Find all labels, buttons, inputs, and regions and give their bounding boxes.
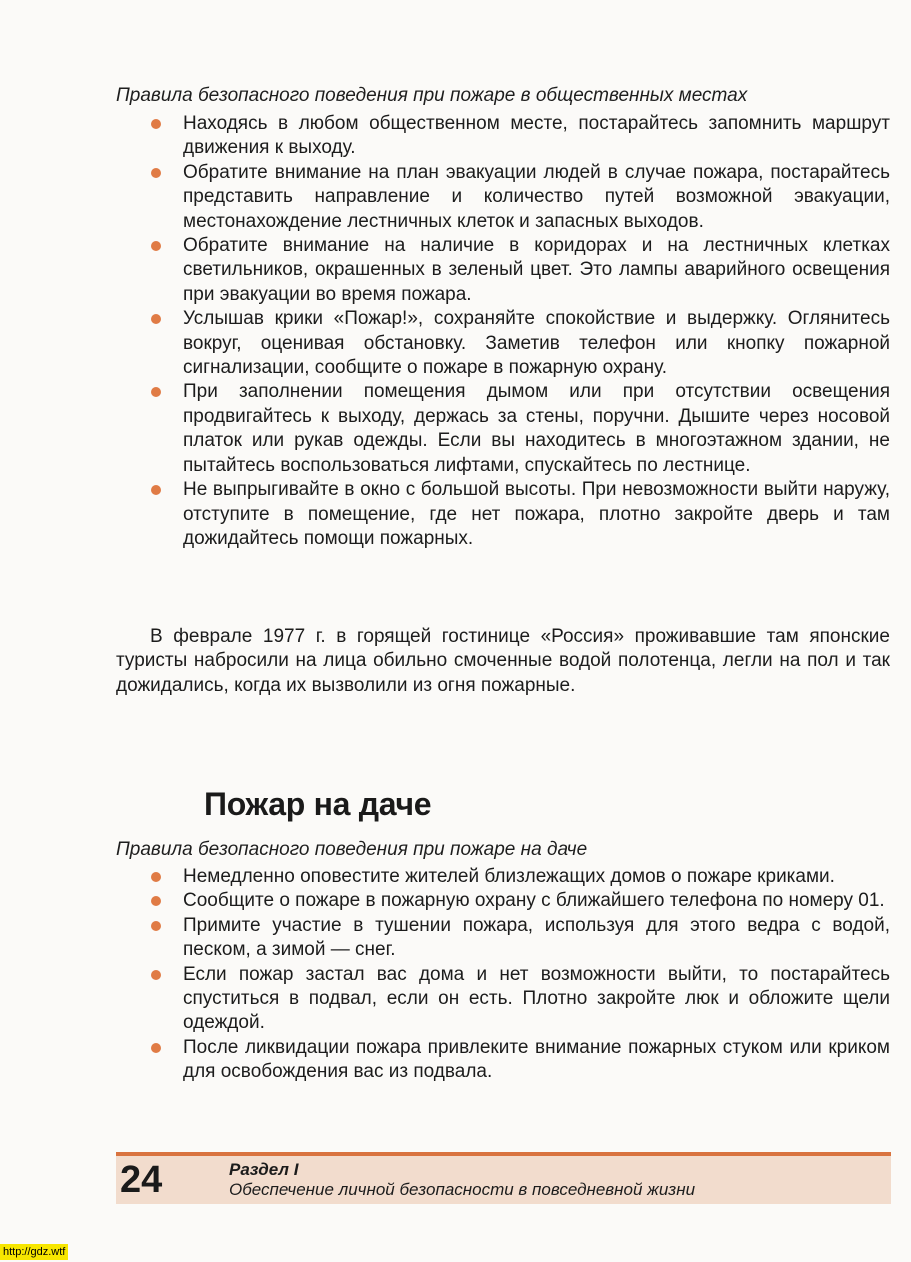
list-item: Немедленно оповестите жителей близлежащих домов о пожаре криками. — [150, 865, 890, 889]
bullet-icon — [151, 872, 161, 882]
bullet-icon — [151, 119, 161, 129]
bullet-icon — [151, 485, 161, 495]
section2-rules-list — [150, 865, 890, 1085]
bullet-icon — [151, 970, 161, 980]
list-item: Услышав крики «Пожар!», сохраняйте спокойствие и выдержку. Оглянитесь вокруг, оценивая обстановку. Заметив телефон или кнопку пожарной сигнализации, сообщите о пожаре в пожарную охрану. — [150, 307, 890, 380]
list-item: Находясь в любом общественном месте, постарайтесь запомнить маршрут движения к выходу. — [150, 112, 890, 161]
list-item: Примите участие в тушении пожара, используя для этого ведра с водой, песком, а зимой — снег. — [150, 914, 890, 963]
bullet-icon — [151, 168, 161, 178]
section2-heading: Правила безопасного поведения при пожаре на даче — [116, 839, 588, 860]
source-watermark-link[interactable]: http://gdz.wtf — [0, 1244, 68, 1260]
list-item: Если пожар застал вас дома и нет возможности выйти, то постарайтесь спуститься в подвал, если он есть. Плотно закройте люк и обложите щели одеждой. — [150, 963, 890, 1036]
section2-title: Пожар на даче — [204, 786, 432, 822]
page-number: 24 — [120, 1159, 163, 1201]
list-item: Сообщите о пожаре в пожарную охрану с ближайшего телефона по номеру 01. — [150, 889, 890, 913]
footer-section-label: Раздел I — [229, 1160, 299, 1179]
footer-section-subtitle: Обеспечение личной безопасности в повседневной жизни — [229, 1180, 696, 1199]
list-item: Не выпрыгивайте в окно с большой высоты. При невозможности выйти наружу, отступите в помещение, где нет пожара, плотно закройте дверь и там дожидайтесь помощи пожарных. — [150, 478, 890, 551]
bullet-icon — [151, 241, 161, 251]
list-item: При заполнении помещения дымом или при отсутствии освещения продвигайтесь к выходу, держась за стены, поручни. Дышите через носовой платок или рукав одежды. Если вы находитесь в многоэтажном здании, не пытайтесь воспользоваться лифтами, спускайтесь по лестнице. — [150, 380, 890, 478]
bullet-icon — [151, 896, 161, 906]
bullet-icon — [151, 1043, 161, 1053]
example-paragraph: В феврале 1977 г. в горящей гостинице «Россия» проживавшие там японские туристы набросили на лица обильно смоченные водой полотенца, легли на пол и так дожидались, когда их вызволили из огня пожарные. — [116, 626, 890, 696]
list-item: После ликвидации пожара привлеките внимание пожарных стуком или криком для освобождения вас из подвала. — [150, 1036, 890, 1085]
section1-heading: Правила безопасного поведения при пожаре в общественных местах — [116, 85, 748, 106]
bullet-icon — [151, 387, 161, 397]
list-item: Обратите внимание на наличие в коридорах и на лестничных клетках светильников, окрашенных в зеленый цвет. Это лампы аварийного освещения при эвакуации во время пожара. — [150, 234, 890, 307]
list-item: Обратите внимание на план эвакуации людей в случае пожара, постарайтесь представить направление и количество путей возможной эвакуации, местонахождение лестничных клеток и запасных выходов. — [150, 161, 890, 234]
section1-rules-list — [150, 112, 890, 551]
bullet-icon — [151, 314, 161, 324]
bullet-icon — [151, 921, 161, 931]
